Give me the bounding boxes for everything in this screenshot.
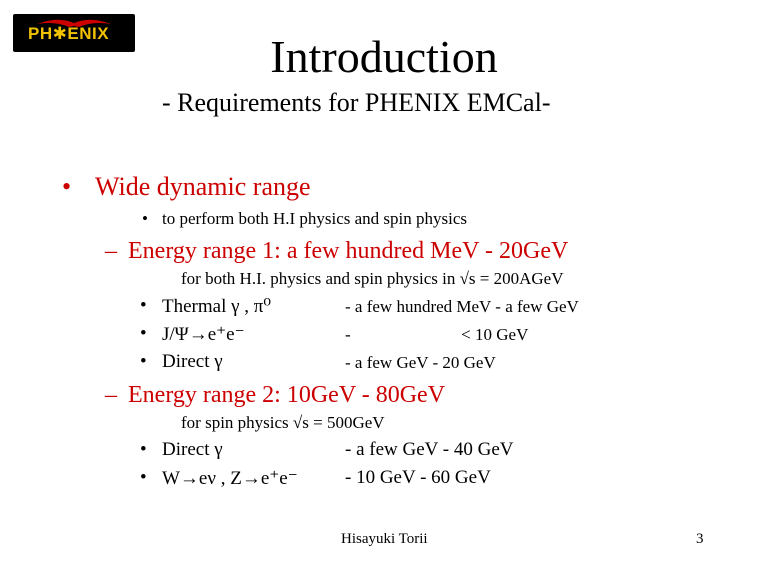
list-item-value: - a few hundred MeV - a few GeV	[345, 297, 579, 316]
sub-bullet-marker: •	[142, 209, 148, 228]
list-item-label: Thermal γ , π⁰	[162, 296, 271, 317]
range1-note: for both H.I. physics and spin physics in √s = 200AGeV	[181, 269, 564, 288]
logo-text: PH✱ENIX	[28, 24, 110, 43]
sub-bullet-text: to perform both H.I physics and spin physics	[162, 209, 468, 228]
list-item-value: - < 10 GeV	[345, 325, 529, 344]
list-item-bullet: •	[140, 351, 147, 372]
list-item-bullet: •	[140, 323, 147, 344]
list-item-label: Direct γ	[162, 439, 223, 460]
list-item-value: - a few GeV - 40 GeV	[345, 439, 514, 460]
list-item-label: Direct γ	[162, 351, 223, 372]
bullet-marker: •	[62, 172, 72, 201]
list-item-bullet: •	[140, 295, 147, 316]
list-item-value: - a few GeV - 20 GeV	[345, 353, 496, 372]
list-item-label: W→eν , Z→e⁺e⁻	[162, 468, 298, 489]
section-heading: Wide dynamic range	[95, 172, 311, 201]
list-item-value: - 10 GeV - 60 GeV	[345, 467, 491, 488]
range2-note: for spin physics √s = 500GeV	[181, 413, 385, 432]
range2-heading: Energy range 2: 10GeV - 80GeV	[128, 382, 446, 408]
list-item-label: J/Ψ→e⁺e⁻	[162, 324, 245, 345]
footer-author: Hisayuki Torii	[341, 531, 428, 547]
dash-marker: –	[105, 382, 117, 408]
slide-title: Introduction	[270, 31, 498, 82]
page-number: 3	[696, 531, 704, 547]
slide-subtitle: - Requirements for PHENIX EMCal-	[162, 88, 551, 117]
range1-heading: Energy range 1: a few hundred MeV - 20GeV	[128, 238, 569, 264]
dash-marker: –	[105, 238, 117, 264]
list-item-bullet: •	[140, 439, 147, 460]
list-item-bullet: •	[140, 467, 147, 488]
